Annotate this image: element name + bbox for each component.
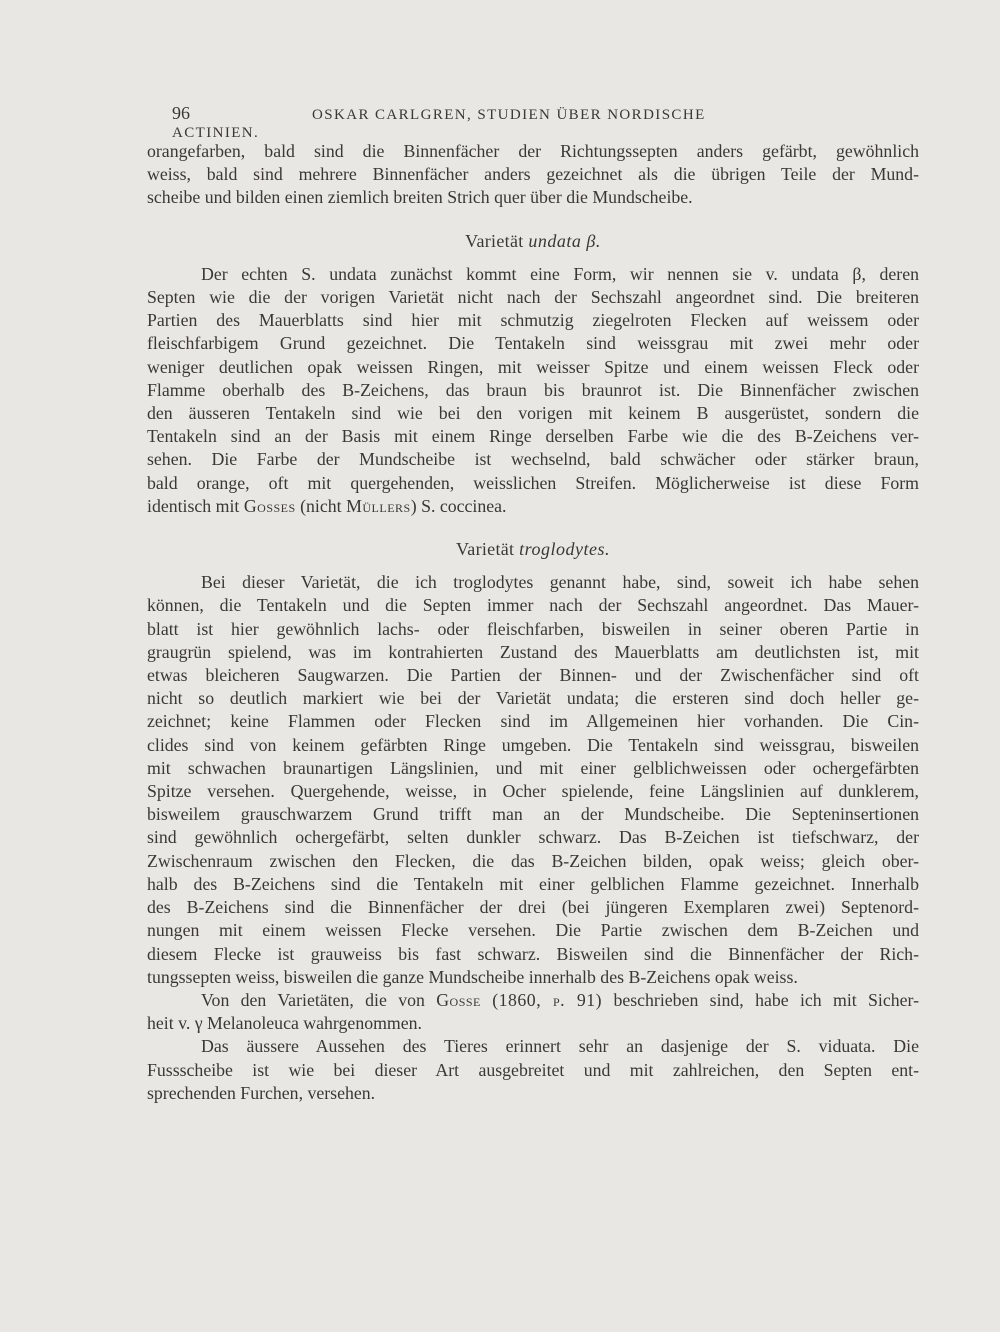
heading-prefix: Varietät — [455, 539, 515, 560]
text-line: diesem Flecke ist grauweiss bis fast schwarz. Bisweilen sind die Binnenfächer der Rich- — [147, 943, 919, 964]
heading-prefix: Varietät — [465, 230, 524, 251]
author-name: Müllers — [346, 495, 411, 516]
text-line: sind gewöhnlich ochergefärbt, selten dunkler schwarz. Das B-Zeichen ist tiefschwarz, der — [147, 827, 919, 848]
text-line: mit schwachen braunartigen Längslinien, und mit einer gelblichweissen oder ochergefärbten — [147, 757, 919, 778]
text-line — [147, 989, 919, 1012]
text-line: bald orange, oft mit quergehenden, weisslichen Streifen. Möglicherweise ist diese Form — [147, 472, 919, 493]
text-segment: (nicht — [300, 495, 342, 516]
text-line: Das äussere Aussehen des Tieres erinnert sehr an dasjenige der S. viduata. Die — [201, 1036, 919, 1057]
paragraph-2 — [147, 263, 919, 518]
paragraph-3 — [147, 571, 919, 989]
running-title: OSKAR CARLGREN, STUDIEN ÜBER NORDISCHE ACTINIEN. — [172, 107, 706, 141]
text-line: blatt ist hier gewöhnlich lachs- oder fleischfarben, bisweilen in seiner oberen Partie in — [147, 618, 919, 639]
heading-variety-name: undata β. — [528, 230, 601, 251]
text-line: heit v. γ Melanoleuca wahrgenommen. — [147, 1013, 422, 1034]
paragraph-4 — [147, 989, 919, 1035]
text-line: weiss, bald sind mehrere Binnenfächer anders gezeichnet als die übrigen Teile der Mund- — [147, 164, 919, 185]
heading-variety-name: troglodytes. — [519, 539, 610, 560]
text-line: Bei dieser Varietät, die ich troglodytes genannt habe, sind, soweit ich habe sehen — [201, 572, 919, 593]
text-segment: beschrieben sind, habe ich mit Sicher- — [613, 989, 920, 1010]
text-line: etwas bleicheren Saugwarzen. Die Partien der Binnen- und der Zwischenfächer sind oft — [147, 665, 919, 686]
text-line: clides sind von keinem gefärbten Ringe umgeben. Die Tentakeln sind weissgrau, bisweilen — [147, 734, 919, 755]
text-line: orangefarben, bald sind die Binnenfächer der Richtungssepten anders gefärbt, gewöhnlich — [147, 141, 919, 161]
text-line: nungen mit einem weissen Flecke versehen. Die Partie zwischen dem B-Zeichen und — [147, 920, 919, 941]
text-line: nicht so deutlich markiert wie bei der Varietät undata; die ersteren sind doch heller ge- — [147, 688, 919, 709]
text-segment: Von den Varietäten, die von — [201, 989, 425, 1010]
text-line: Tentakeln sind an der Basis mit einem Ringe derselben Farbe wie die des B-Zeichens ver- — [147, 426, 919, 447]
text-line: Flamme oberhalb des B-Zeichens, das braun bis braunrot ist. Die Binnenfächer zwischen — [147, 379, 919, 400]
author-name: Gosses — [243, 495, 296, 516]
text-line — [147, 495, 919, 518]
text-line: Der echten S. undata zunächst kommt eine Form, wir nennen sie v. undata β, deren — [201, 263, 919, 284]
text-line: Spitze versehen. Quergehende, weisse, in Ocher spielende, feine Längslinien auf dunklerem, — [147, 781, 919, 802]
page-number: 96 — [172, 103, 190, 123]
text-line: des B-Zeichens sind die Binnenfächer der drei (bei jüngeren Exemplaren zwei) Septenord- — [147, 897, 919, 918]
paragraph-5 — [147, 1035, 919, 1105]
text-segment: ) S. coccinea. — [410, 495, 507, 516]
text-line: Zwischenraum zwischen den Flecken, die das B-Zeichen bilden, opak weiss; gleich ober- — [147, 850, 919, 871]
text-line: sehen. Die Farbe der Mundscheibe ist wechselnd, bald schwächer oder stärker braun, — [147, 449, 919, 470]
text-line: Partien des Mauerblatts sind hier mit schmutzig ziegelroten Flecken auf weissem oder — [147, 310, 919, 331]
text-line: halb des B-Zeichens sind die Tentakeln mit einer gelblichen Flamme gezeichnet. Innerhalb — [147, 873, 919, 894]
text-line: Fussscheibe ist wie bei dieser Art ausgebreitet und mit zahlreichen, den Septen ent- — [147, 1059, 919, 1080]
author-name: Gosse — [436, 989, 481, 1010]
text-line: können, die Tentakeln und die Septen immer nach der Sechszahl angeordnet. Das Mauer- — [147, 595, 919, 616]
section-heading-troglodytes — [147, 538, 919, 561]
text-line: Septen wie die der vorigen Varietät nicht nach der Sechszahl angeordnet sind. Die breiteren — [147, 287, 919, 308]
text-line: tungssepten weiss, bisweilen die ganze Mundscheibe innerhalb des B-Zeichens opak weiss. — [147, 966, 798, 987]
text-line: sprechenden Furchen, versehen. — [147, 1082, 376, 1103]
text-line: fleischfarbigem Grund gezeichnet. Die Tentakeln sind weissgrau mit zwei mehr oder — [147, 333, 919, 354]
text-line: zeichnet; keine Flammen oder Flecken sind im Allgemeinen hier vorhanden. Die Cin- — [147, 711, 919, 732]
text-line: den äusseren Tentakeln sind wie bei den vorigen mit keinem B ausgerüstet, sondern die — [147, 403, 919, 424]
text-segment: identisch mit — [147, 495, 240, 516]
page-header — [172, 103, 772, 142]
section-heading-undata — [147, 230, 919, 253]
text-line: scheibe und bilden einen ziemlich breiten Strich quer über die Mundscheibe. — [147, 187, 693, 208]
body-text — [147, 140, 919, 1105]
text-line: graugrün spielend, was im kontrahierten Zustand des Mauerblatts am deutlichsten ist, mit — [147, 641, 919, 662]
citation: (1860, p. 91) — [492, 989, 603, 1010]
paragraph-1 — [147, 140, 919, 210]
text-line: bisweilem grauschwarzem Grund trifft man an der Mundscheibe. Die Septeninsertionen — [147, 804, 919, 825]
text-line: weniger deutlichen opak weissen Ringen, mit weisser Spitze und einem weissen Fleck oder — [147, 356, 919, 377]
